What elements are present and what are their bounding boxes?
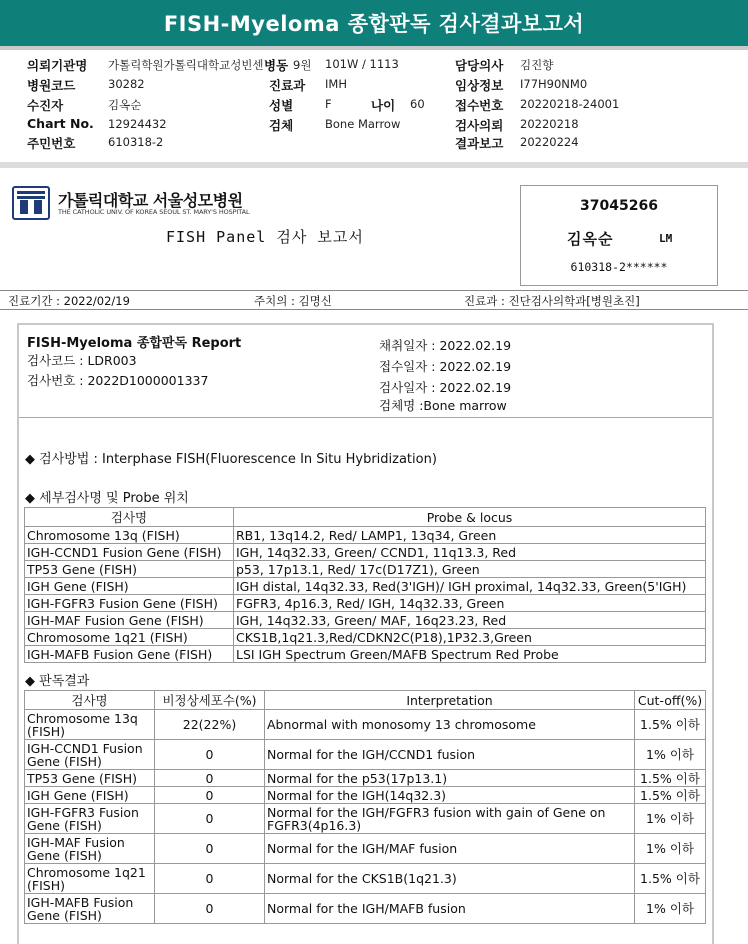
probe-locus: IGH distal, 14q32.33, Red(3'IGH)/ IGH proximal, 14q32.33, Green(5'IGH) [234,578,706,595]
doctor-label: 담당의사 [455,58,504,73]
result-row [25,787,706,804]
institution-value: 가톨릭학원가톨릭대학교성빈센 [108,58,264,72]
probe-test-name: IGH-MAF Fusion Gene (FISH) [25,612,234,629]
probe-row [25,578,706,595]
probe-locus: LSI IGH Spectrum Green/MAFB Spectrum Red Probe [234,646,706,663]
result-row [25,740,706,770]
result-test-name: IGH-MAFB Fusion Gene (FISH) [25,894,155,924]
clinical-label: 임상정보 [455,78,504,93]
patient-value: 김옥순 [108,98,142,112]
tested-date: 검사일자 : 2022.02.19 [379,380,512,395]
result-row [25,770,706,787]
probe-section-title: ◆ 세부검사명 및 Probe 위치 [25,491,189,506]
resident-label: 주민번호 [27,136,76,151]
report-title: FISH-Myeloma 종합판독 검사결과보고서 [0,0,748,46]
probe-test-name: TP53 Gene (FISH) [25,561,234,578]
result-test-name: IGH-FGFR3 Fusion Gene (FISH) [25,804,155,834]
received-date: 접수일자 : 2022.02.19 [379,359,512,374]
result-cutoff: 1.5% 이하 [635,864,706,894]
result-test-name: Chromosome 13q (FISH) [25,710,155,740]
patient-id-box [520,185,718,286]
result-abnormal-count: 0 [155,834,265,864]
result-header-interpretation: Interpretation [265,691,635,710]
patient-info-grid [0,50,748,162]
probe-test-name: IGH Gene (FISH) [25,578,234,595]
dept-value: IMH [325,77,347,91]
result-test-name: IGH Gene (FISH) [25,787,155,804]
result-cutoff: 1% 이하 [635,894,706,924]
hospcode-label: 병원코드 [27,78,76,93]
result-cutoff: 1.5% 이하 [635,770,706,787]
probe-row [25,629,706,646]
result-abnormal-count: 0 [155,864,265,894]
result-header-test: 검사명 [25,691,155,710]
result-section-title: ◆ 판독결과 [25,674,90,689]
probe-test-name: IGH-FGFR3 Fusion Gene (FISH) [25,595,234,612]
probe-row [25,646,706,663]
hospcode-value: 30282 [108,77,145,91]
report-panel [17,323,714,944]
request-value: 20220218 [520,117,579,131]
patient-code: LM [659,232,673,245]
result-abnormal-count: 0 [155,770,265,787]
age-label: 나이 [371,98,396,113]
result-test-name: IGH-MAF Fusion Gene (FISH) [25,834,155,864]
result-test-name: Chromosome 1q21 (FISH) [25,864,155,894]
report-document [0,168,748,944]
result-test-name: IGH-CCND1 Fusion Gene (FISH) [25,740,155,770]
specimen-label: 검체 [269,118,294,133]
result-cutoff: 1.5% 이하 [635,787,706,804]
test-number: 검사번호 : 2022D1000001337 [27,373,209,388]
ward-value: 9원 [293,58,312,72]
hospital-name: 가톨릭대학교 서울성모병원 [58,191,243,210]
result-row [25,834,706,864]
hospital-logo-icon [12,186,50,220]
report-date-value: 20220224 [520,135,579,149]
visit-dept: 진료과 : 진단검사의학과[병원초진] [464,294,640,308]
probe-locus: RB1, 13q14.2, Red/ LAMP1, 13q34, Green [234,527,706,544]
probe-locus: CKS1B,1q21.3,Red/CDKN2C(P18),1P32.3,Green [234,629,706,646]
sex-label: 성별 [269,98,294,113]
result-row [25,864,706,894]
probe-test-name: IGH-MAFB Fusion Gene (FISH) [25,646,234,663]
sex-value: F [325,97,332,111]
dept-label: 진료과 [269,78,306,93]
result-interpretation: Normal for the p53(17p13.1) [265,770,635,787]
patient-number: 37045266 [580,198,658,214]
result-abnormal-count: 22(22%) [155,710,265,740]
result-row [25,894,706,924]
chart-value: 12924432 [108,117,167,131]
result-cutoff: 1% 이하 [635,804,706,834]
result-header-cutoff: Cut-off(%) [635,691,706,710]
result-header-count: 비정상세포수(%) [155,691,265,710]
result-cutoff: 1% 이하 [635,834,706,864]
probe-row [25,527,706,544]
probe-locus: IGH, 14q32.33, Green/ MAF, 16q23.23, Red [234,612,706,629]
probe-locus: IGH, 14q32.33, Green/ CCND1, 11q13.3, Red [234,544,706,561]
receipt-label: 접수번호 [455,98,504,113]
probe-locus: FGFR3, 4p16.3, Red/ IGH, 14q32.33, Green [234,595,706,612]
document-title: FISH Panel 검사 보고서 [166,228,364,246]
probe-row [25,544,706,561]
probe-test-name: Chromosome 13q (FISH) [25,527,234,544]
hospital-subtitle: THE CATHOLIC UNIV. OF KOREA SEOUL ST. MARY'S HOSPITAL [58,208,250,216]
report-date-label: 결과보고 [455,136,504,151]
ward-label: 병동 [264,58,289,73]
result-interpretation: Normal for the IGH/CCND1 fusion [265,740,635,770]
chart-label: Chart No. [27,116,94,131]
result-abnormal-count: 0 [155,894,265,924]
result-abnormal-count: 0 [155,804,265,834]
probe-row [25,595,706,612]
result-interpretation: Normal for the IGH/FGFR3 fusion with gain of Gene on FGFR3(4p16.3) [265,804,635,834]
probe-row [25,612,706,629]
result-interpretation: Normal for the IGH/MAF fusion [265,834,635,864]
result-abnormal-count: 0 [155,787,265,804]
panel-title: FISH-Myeloma 종합판독 Report [27,336,242,351]
doctor-value: 김진향 [520,58,554,72]
resident-value: 610318-2 [108,135,164,149]
result-cutoff: 1% 이하 [635,740,706,770]
probe-table [24,507,706,663]
result-interpretation: Normal for the CKS1B(1q21.3) [265,864,635,894]
result-row [25,710,706,740]
visit-row [0,290,748,310]
probe-header-test: 검사명 [25,508,234,527]
specimen-value: Bone Marrow [325,117,401,131]
request-label: 검사의뢰 [455,118,504,133]
clinical-value: I77H90NM0 [520,77,588,91]
result-abnormal-count: 0 [155,740,265,770]
result-row [25,804,706,834]
test-method: ◆ 검사방법 : Interphase FISH(Fluorescence In Situ Hybridization) [25,452,437,467]
result-test-name: TP53 Gene (FISH) [25,770,155,787]
result-interpretation: Normal for the IGH(14q32.3) [265,787,635,804]
result-table [24,690,706,924]
room-value: 101W / 1113 [325,57,399,71]
institution-label: 의뢰기관명 [27,58,88,73]
patient-reg-number: 610318-2****** [570,260,668,274]
panel-divider [19,417,712,418]
specimen-name: 검체명 :Bone marrow [379,398,507,413]
visit-period: 진료기간 : 2022/02/19 [8,294,130,308]
age-value: 60 [410,97,425,111]
probe-header-locus: Probe & locus [234,508,706,527]
result-interpretation: Normal for the IGH/MAFB fusion [265,894,635,924]
result-interpretation: Abnormal with monosomy 13 chromosome [265,710,635,740]
attending-physician: 주치의 : 김명신 [254,294,332,308]
patient-name: 김옥순 [567,230,614,248]
collected-date: 채취일자 : 2022.02.19 [379,338,512,353]
probe-test-name: Chromosome 1q21 (FISH) [25,629,234,646]
patient-label: 수진자 [27,98,64,113]
result-cutoff: 1.5% 이하 [635,710,706,740]
probe-row [25,561,706,578]
probe-test-name: IGH-CCND1 Fusion Gene (FISH) [25,544,234,561]
receipt-value: 20220218-24001 [520,97,620,111]
test-code: 검사코드 : LDR003 [27,353,137,368]
probe-locus: p53, 17p13.1, Red/ 17c(D17Z1), Green [234,561,706,578]
